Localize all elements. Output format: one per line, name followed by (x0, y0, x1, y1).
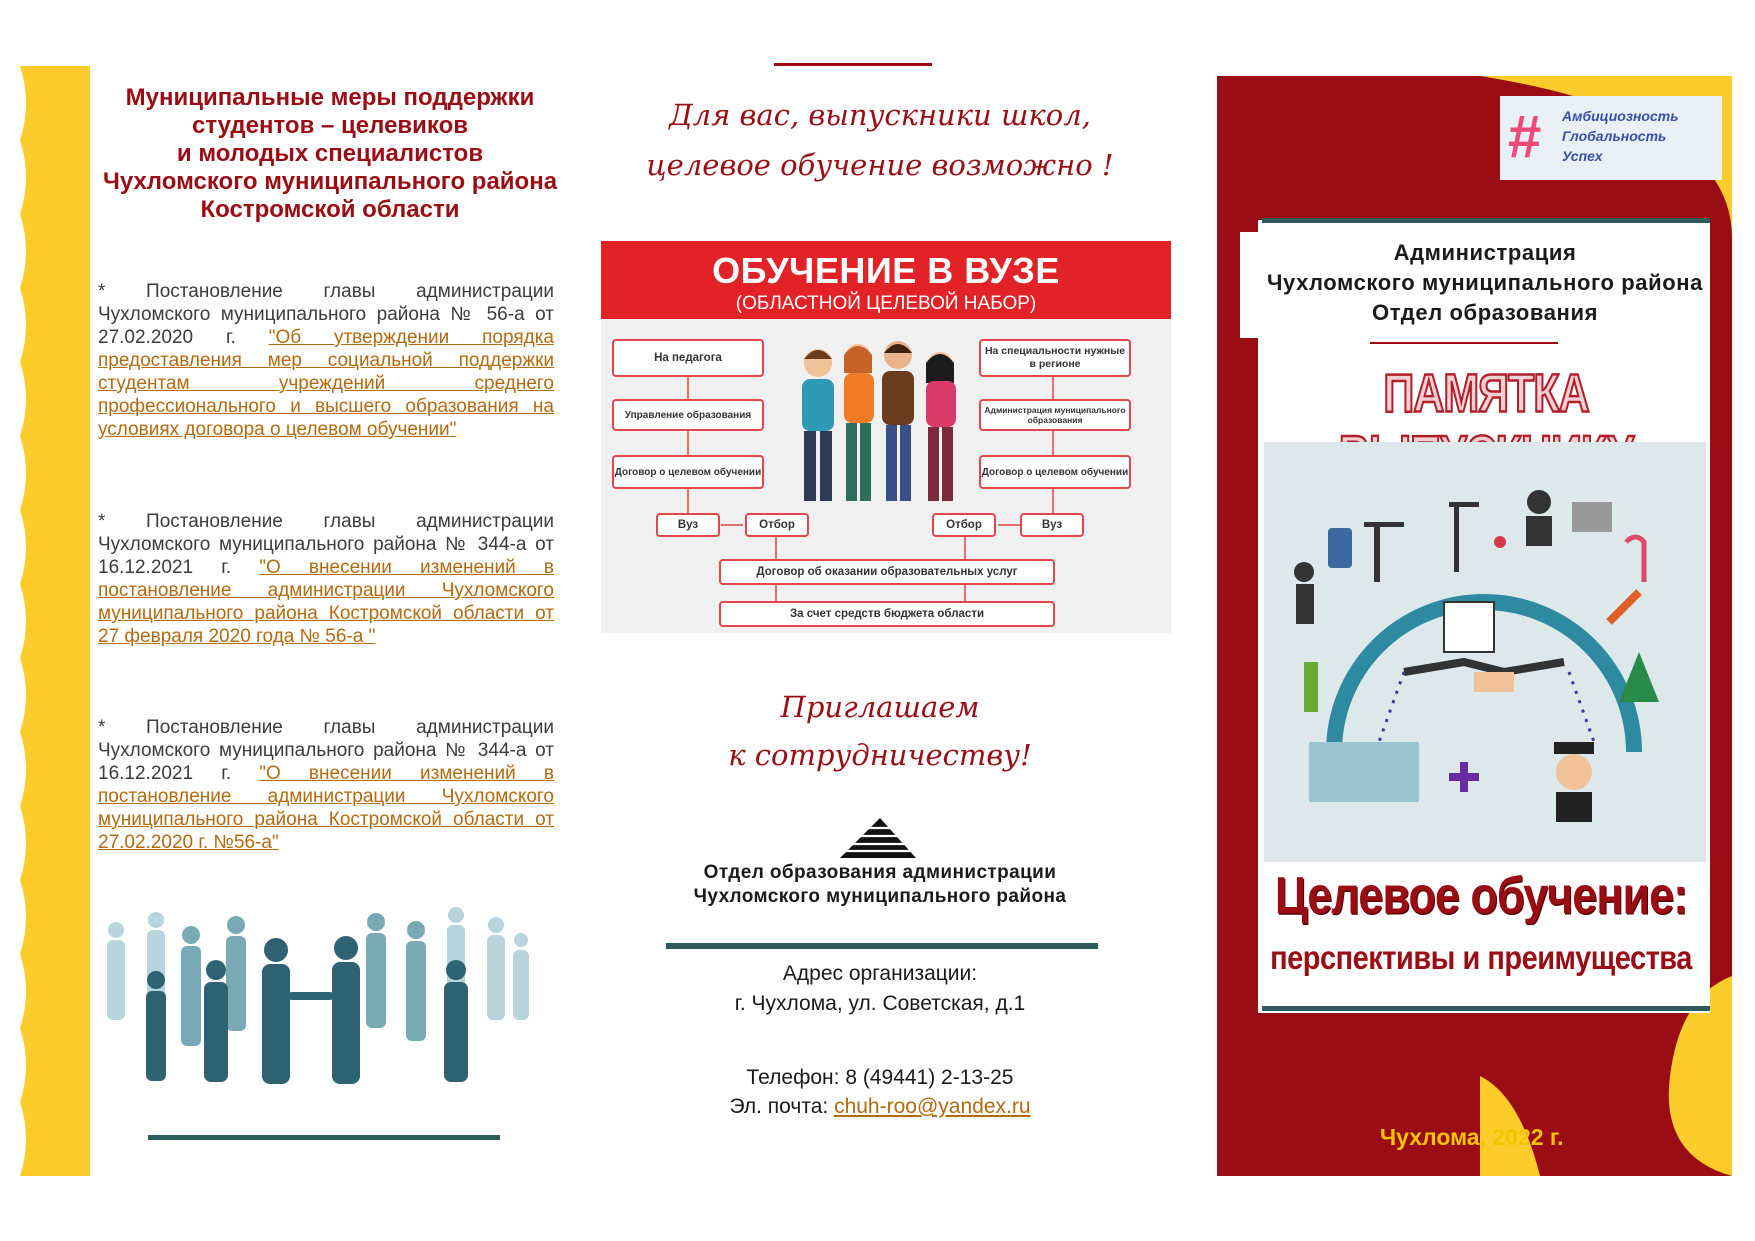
title-line: Костромской области (200, 196, 460, 223)
phone-label: Телефон: (746, 1066, 840, 1089)
decree-item (98, 280, 554, 441)
teal-rule-top (1262, 218, 1710, 223)
flow-box: Договор об оказании образовательных услуг (719, 559, 1055, 585)
memo-title: ПАМЯТКА (1383, 364, 1589, 424)
address-value: г. Чухлома, ул. Советская, д.1 (734, 992, 1026, 1015)
flow-box: Договор о целевом обучении (979, 455, 1131, 489)
flow-box: Вуз (1020, 513, 1084, 537)
city-year: Чухлома, 2022 г. (1380, 1124, 1564, 1150)
flow-box: Администрация муниципального образования (979, 399, 1131, 431)
careers-illustration (1264, 442, 1706, 862)
intro-line: целевое обучение возможно ! (646, 148, 1114, 182)
support-measures-title (90, 84, 570, 224)
intro-line: Для вас, выпускники школ, (669, 98, 1091, 132)
decree-text: * Постановление главы администрации Чухломского муниципального района № 344-а от 16.12.2021 г. (98, 511, 554, 578)
org-logo-icon (840, 818, 916, 858)
phone-value: 8 (49441) 2-13-25 (845, 1066, 1014, 1089)
org-name-line: Отдел образования администрации (703, 862, 1057, 883)
decree-item (98, 510, 554, 648)
flow-box: На педагога (612, 339, 764, 377)
admin-line: Отдел образования (1372, 300, 1598, 325)
badge-text (1562, 106, 1679, 166)
admin-title (1240, 238, 1730, 328)
email-link[interactable]: chuh-roo@yandex.ru (834, 1095, 1031, 1118)
main-subtitle: перспективы и преимущества (1270, 940, 1692, 977)
admin-line: Администрация (1393, 240, 1577, 265)
badge-line: Амбициозность (1562, 108, 1679, 124)
badge-line: Глобальность (1562, 128, 1667, 144)
red-rule (1370, 342, 1558, 344)
students-illustration (786, 333, 976, 513)
phone-row (570, 1066, 1190, 1090)
flow-box: На специальности нужные в регионе (979, 339, 1131, 377)
flow-box: Отбор (745, 513, 809, 537)
admin-line: Чухломского муниципального района (1266, 270, 1704, 295)
hashtag-icon: # (1508, 103, 1542, 170)
flow-box: Отбор (932, 513, 996, 537)
decree-text: * Постановление главы администрации Чухломского муниципального района № 56-а от 27.02.2020 г. (98, 281, 554, 348)
org-name (620, 861, 1140, 909)
badge-line: Успех (1562, 148, 1603, 164)
infographic-title: ОБУЧЕНИЕ В ВУЗЕ (712, 250, 1060, 291)
decree-link[interactable]: "Об утверждении порядка предоставления мер социальной поддержки студентам учреждений среднего профессионального и высшего образования на условиях договора о целевом обучении" (98, 327, 554, 440)
address-label: Адрес организации: (782, 962, 978, 985)
flow-box: Вуз (656, 513, 720, 537)
email-label: Эл. почта: (729, 1095, 829, 1118)
yellow-wavy-stripe (14, 66, 90, 1176)
left-divider (148, 1135, 500, 1140)
teal-rule-bottom (1262, 1006, 1710, 1011)
org-name-line: Чухломского муниципального района (693, 886, 1067, 907)
flow-box: Договор о целевом обучении (612, 455, 764, 489)
decree-link[interactable]: "О внесении изменений в постановление администрации Чухломского муниципального района Костромской области от 27 февраля 2020 года № 56-а " (98, 557, 554, 647)
university-infographic (601, 241, 1171, 633)
invite-line: к сотрудничеству! (728, 738, 1032, 772)
top-divider (774, 63, 932, 66)
business-people-illustration (96, 900, 536, 1090)
main-title: Целевое обучение: (1274, 866, 1688, 925)
flow-box: За счет средств бюджета области (719, 601, 1055, 627)
hashtag-badge (1500, 96, 1722, 180)
infographic-subtitle: (ОБЛАСТНОЙ ЦЕЛЕВОЙ НАБОР) (735, 293, 1037, 314)
decree-text: * Постановление главы администрации Чухломского муниципального района № 344-а от 16.12.2021 г. (98, 717, 554, 784)
title-line: Чухломского муниципального района (102, 168, 558, 195)
email-row (570, 1095, 1190, 1119)
title-line: Муниципальные меры поддержки (125, 84, 535, 111)
middle-divider (666, 943, 1098, 949)
decree-link[interactable]: "О внесении изменений в постановление администрации Чухломского муниципального района Костромской области от 27.02.2020 г. №56-а" (98, 763, 554, 853)
decree-item (98, 716, 554, 854)
title-line: студентов – целевиков (191, 112, 469, 139)
invite-line: Приглашаем (780, 690, 980, 724)
flow-box: Управление образования (612, 399, 764, 431)
title-line: и молодых специалистов (176, 140, 484, 167)
